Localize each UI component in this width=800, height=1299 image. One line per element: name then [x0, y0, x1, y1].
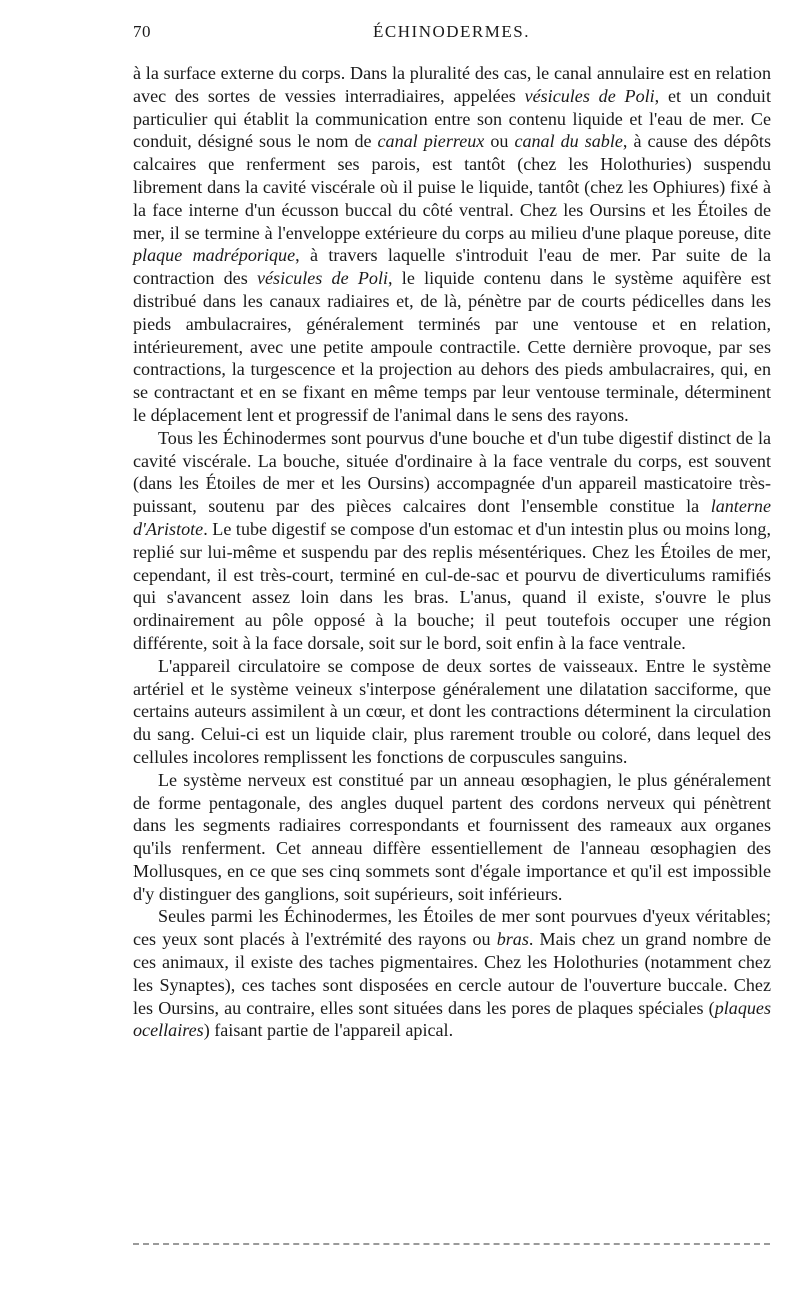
- paragraph-nervous-system: [133, 769, 771, 906]
- text-segment: Tous les Échinodermes sont pourvus d'une bouche et d'un tube digestif distinct de la cavité viscérale. La bouche, située d'ordinaire à la face ventrale du corps, est souvent (dans les Étoiles de mer et les Oursins) accompagnée d'un appareil masticatoire très-puissant, soutenu par des pièces calcaires dont l'ensemble constitue la: [133, 427, 771, 517]
- italic-term: plaques ocellaires: [133, 997, 771, 1041]
- italic-term: vésicules de Poli: [257, 268, 389, 289]
- text-segment: Le système nerveux est constitué par un anneau œsophagien, le plus généralement de forme pentagonale, des angles duquel partent des cordons nerveux qui pénètrent dans les segments radiaires correspondants et fournissent des rameaux aux organes qu'ils renferment. Cet anneau diffère essentiellement de l'anneau œsophagien des Mollusques, en ce que ses cinq sommets sont d'égale importance et qu'il est impossible d'y distinguer des ganglions, soit supérieurs, soit inférieurs.: [133, 769, 771, 904]
- body-text: [133, 62, 771, 1042]
- paragraph-water-vascular-system: [133, 62, 771, 427]
- text-segment: , le liquide contenu dans le système aquifère est distribué dans les canaux radiaires et, de là, pénètre par de courts pédicelles dans les pieds ambulacraires, généralement terminés par une ventouse et en relation, intérieurement, avec une petite ampoule contractile. Cette dernière provoque, par ses contractions, la turgescence et la projection au dehors des pieds ambulacraires, qui, en se contractant et en se fixant en même temps par leur ventouse terminale, déterminent le déplacement lent et progressif de l'animal dans le sens des rayons.: [133, 268, 771, 425]
- page-number: 70: [133, 22, 151, 41]
- italic-term: bras: [496, 929, 529, 950]
- italic-term: canal du sable: [514, 131, 623, 152]
- paragraph-digestive-system: [133, 427, 771, 655]
- text-segment: à la surface externe du corps. Dans la pluralité des cas, le canal annulaire est en relation avec des sortes de vessies interradiaires, appelées: [133, 63, 771, 106]
- paragraph-eyes: [133, 905, 771, 1042]
- text-segment: , et un conduit particulier qui établit la communication entre son contenu liquide et l'eau de mer. Ce conduit, désigné sous le nom de: [133, 85, 771, 152]
- text-segment: ou: [484, 131, 515, 152]
- text-segment: ) faisant partie de l'appareil apical.: [203, 1020, 454, 1041]
- text-segment: . Le tube digestif se compose d'un estomac et d'un intestin plus ou moins long, replié sur lui-même et suspendu par des replis mésentériques. Chez les Étoiles de mer, cependant, il est très-court, terminé en cul-de-sac et pourvu de diverticulums ramifiés qui s'avancent assez loin dans les bras. L'anus, quand il existe, s'ouvre le plus ordinairement au pôle opposé à la bouche; il peut toutefois occuper une région différente, soit à la face dorsale, soit sur le bord, soit enfin à la face ventrale.: [133, 518, 771, 653]
- text-segment: L'appareil circulatoire se compose de deux sortes de vaisseaux. Entre le système artériel et le système veineux s'interpose généralement une dilatation sacciforme, que certains auteurs assimilent à un cœur, et dont les contractions déterminent la circulation du sang. Celui-ci est un liquide clair, plus rarement trouble ou coloré, dans lequel des cellules incolores remplissent les fonctions de corpuscules sanguins.: [133, 655, 771, 767]
- italic-term: lanterne d'Aristote: [133, 496, 771, 539]
- italic-term: canal pierreux: [377, 131, 485, 152]
- text-segment: Seules parmi les Échinodermes, les Étoiles de mer sont pourvues d'yeux véritables; ces yeux sont placés à l'extrémité des rayons ou: [133, 906, 771, 950]
- text-segment: , à travers laquelle s'introduit l'eau de mer. Par suite de la contraction des: [133, 245, 771, 289]
- text-segment: . Mais chez un grand nombre de ces animaux, il existe des taches pigmentaires. Chez les Holothuries (notamment chez les Synaptes), ces taches sont disposées en cercle autour de l'ouverture buccale. Chez les Oursins, au contraire, elles sont situées dans les pores de plaques spéciales (: [133, 929, 771, 1018]
- paragraph-circulatory-system: [133, 655, 771, 769]
- running-title: ÉCHINODERMES.: [373, 22, 530, 41]
- bottom-rule: [133, 1243, 770, 1245]
- italic-term: vésicules de Poli: [524, 85, 655, 106]
- italic-term: plaque madréporique: [133, 245, 296, 266]
- page-header: [133, 22, 770, 48]
- text-segment: , à cause des dépôts calcaires que renferment ses parois, est tantôt (chez les Holothuries) suspendu librement dans la cavité viscérale où il puise le liquide, tantôt (chez les Ophiures) fixé à la face interne d'un écusson buccal du côté ventral. Chez les Oursins et les Étoiles de mer, il se termine à l'enveloppe extérieure du corps au milieu d'une plaque poreuse, dite: [133, 131, 771, 243]
